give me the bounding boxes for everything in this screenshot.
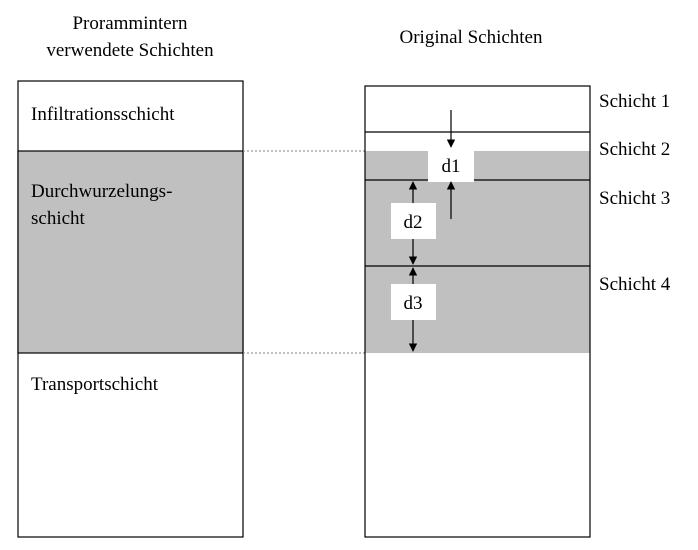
layer-label-4: Schicht 4 (599, 274, 671, 295)
layer-label-3: Schicht 3 (599, 188, 671, 209)
d2-label: d2 (403, 212, 423, 233)
left-layer-transport: Transportschicht (31, 374, 159, 395)
left-layer-infiltration: Infiltrationsschicht (31, 104, 175, 125)
layer-label-1: Schicht 1 (599, 91, 671, 112)
left-header-line1: Prorammintern (72, 13, 188, 34)
d3-label: d3 (403, 293, 423, 314)
right-header: Original Schichten (399, 27, 543, 48)
left-header-line2: verwendete Schichten (46, 40, 214, 61)
d1-label: d1 (441, 156, 461, 177)
left-layer-root-line2: schicht (31, 208, 85, 229)
right-shaded-zone (365, 151, 590, 353)
layer-label-2: Schicht 2 (599, 139, 671, 160)
left-layer-root-line1: Durchwurzelungs- (31, 181, 173, 202)
